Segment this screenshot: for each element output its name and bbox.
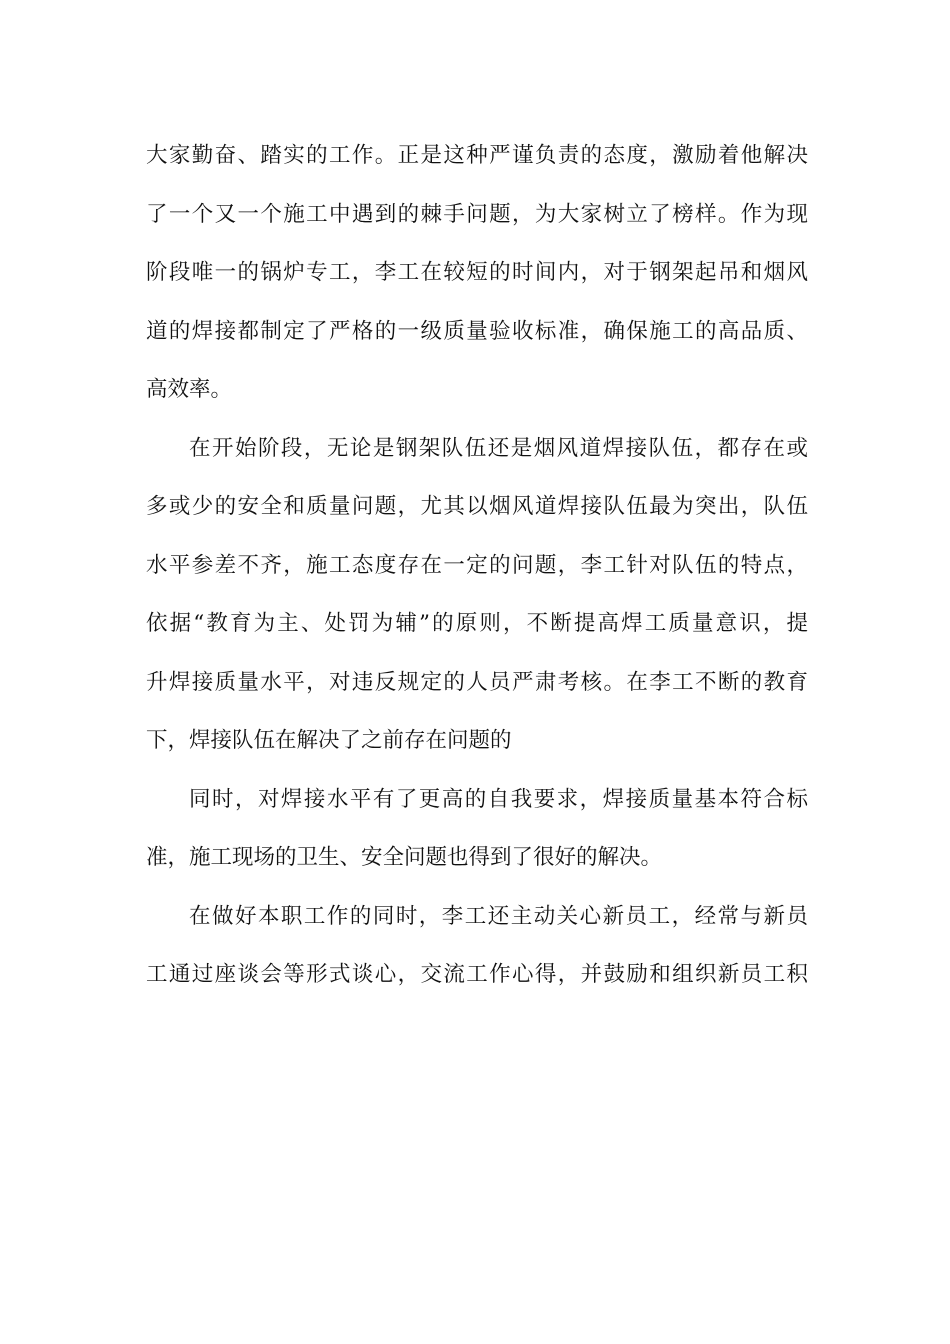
text-line: 在开始阶段，无论是钢架队伍还是烟风道焊接队伍，都存在或 [189, 435, 808, 461]
text-line: 水平参差不齐，施工态度存在一定的问题，李工针对队伍的特点， [146, 552, 808, 578]
text-line: 大家勤奋、踏实的工作。正是这种严谨负责的态度，激励着他解决 [146, 143, 808, 168]
text-line: 升焊接质量水平，对违反规定的人员严肃考核。在李工不断的教育 [146, 669, 808, 695]
text-line: 高效率。 [146, 377, 233, 402]
text-line: 在做好本职工作的同时，李工还主动关心新员工，经常与新员 [189, 903, 808, 929]
text-line: 阶段唯一的锅炉专工，李工在较短的时间内，对于钢架起吊和烟风 [146, 260, 808, 285]
text-line: 道的焊接都制定了严格的一级质量验收标准，确保施工的高品质、 [146, 318, 808, 344]
text-line: 同时，对焊接水平有了更高的自我要求，焊接质量基本符合标 [189, 786, 808, 812]
text-line: 工通过座谈会等形式谈心，交流工作心得，并鼓励和组织新员工积 [146, 962, 808, 987]
text-line: 了一个又一个施工中遇到的棘手问题，为大家树立了榜样。作为现 [146, 201, 808, 227]
text-line: 下，焊接队伍在解决了之前存在问题的 [146, 728, 512, 753]
text-line: 多或少的安全和质量问题，尤其以烟风道焊接队伍最为突出，队伍 [146, 494, 808, 519]
text-line: 依据“教育为主、处罚为辅”的原则，不断提高焊工质量意识，提 [146, 611, 808, 636]
document-body [146, 127, 808, 1005]
text-line: 准，施工现场的卫生、安全问题也得到了很好的解决。 [146, 845, 663, 870]
